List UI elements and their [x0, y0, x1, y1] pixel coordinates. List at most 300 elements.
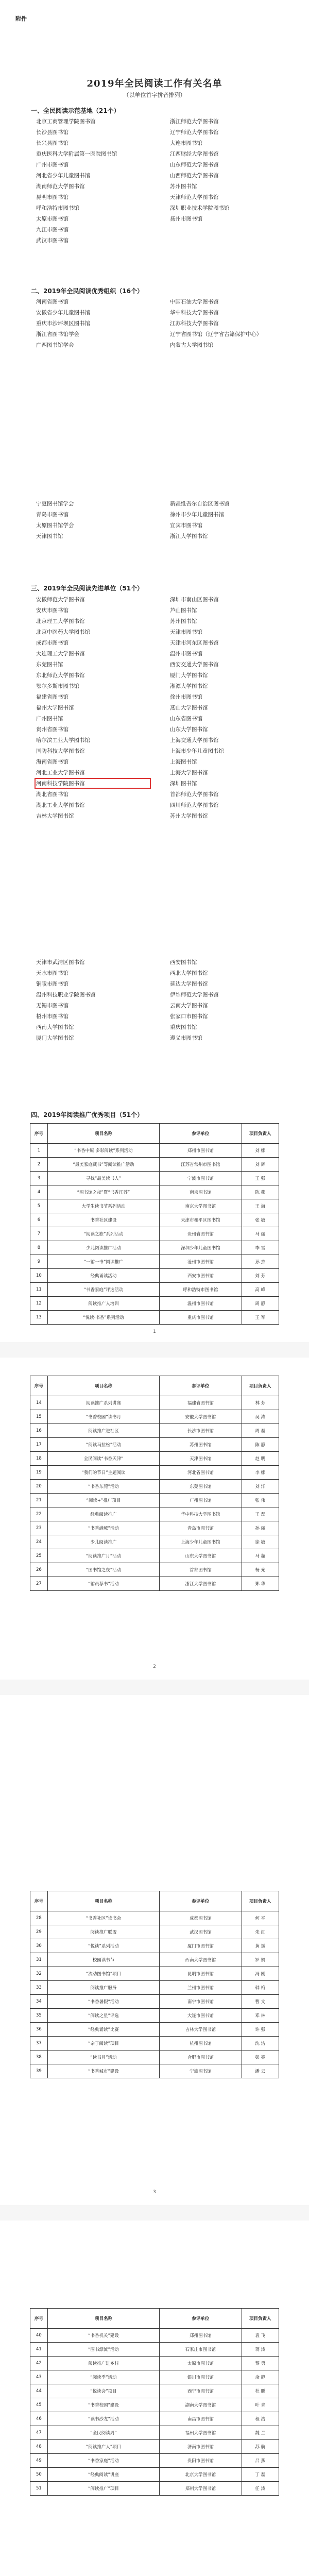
list-item: 芦山图书馆 — [170, 607, 197, 614]
list-item: 厦门大学图书馆 — [170, 672, 208, 679]
cell-name: “读书沙龙”活动 — [47, 2412, 159, 2426]
table-row — [30, 1213, 279, 1227]
cell-no: 20 — [30, 1480, 48, 1494]
cell-lead: 罗 娟 — [242, 1953, 279, 1967]
list-item: 天津市河东区图书馆 — [170, 640, 219, 646]
cell-lead: 程 浩 — [242, 2412, 279, 2426]
column-header-lead: 项目负责人 — [242, 2309, 279, 2329]
cell-org: 上海少年儿童图书馆 — [160, 1535, 242, 1549]
section-heading: 四、2019年阅读推广优秀项目（51个） — [31, 1111, 144, 1118]
table-row — [30, 1535, 279, 1549]
list-item: 大连理工大学图书馆 — [36, 651, 85, 657]
table-header-row — [30, 1376, 279, 1396]
table-row — [30, 2384, 279, 2398]
column-header-no: 序号 — [30, 1376, 48, 1396]
cell-lead: 任 涛 — [242, 2482, 279, 2496]
table-row — [30, 1172, 279, 1185]
cell-no: 4 — [30, 1185, 48, 1199]
table-row — [30, 2370, 279, 2384]
projects-table — [30, 1891, 279, 2078]
list-item: 山东省图书馆 — [170, 716, 202, 722]
list-item: 山西师范大学图书馆 — [170, 173, 219, 179]
cell-no: 36 — [30, 2023, 48, 2037]
cell-lead: 潘 云 — [242, 2064, 279, 2078]
column-header-org: 参评单位 — [160, 2309, 242, 2329]
cell-no: 42 — [30, 2357, 48, 2370]
cell-no: 11 — [30, 1283, 48, 1297]
cell-lead: 周 静 — [242, 1297, 279, 1311]
table-row — [30, 1269, 279, 1283]
cell-name: “图书馆之夜”活动 — [47, 1563, 159, 1577]
table-row — [30, 1925, 279, 1939]
cell-lead: 彭 亮 — [242, 2050, 279, 2064]
list-item: 东北师范大学图书馆 — [36, 672, 85, 679]
cell-lead: 袁 飞 — [242, 2329, 279, 2343]
table-row — [30, 1311, 279, 1325]
list-item: 内蒙古大学图书馆 — [170, 342, 213, 348]
column-header-no: 序号 — [30, 1891, 48, 1911]
table-row — [30, 1158, 279, 1172]
cell-no: 24 — [30, 1535, 48, 1549]
list-item: 湘潭大学图书馆 — [170, 683, 208, 689]
cell-name: 少儿阅读推广活动 — [47, 1241, 159, 1255]
cell-lead: 赵 明 — [242, 1452, 279, 1466]
list-item: 上海市少年儿童图书馆 — [170, 748, 224, 754]
cell-no: 40 — [30, 2329, 48, 2343]
cell-no: 50 — [30, 2468, 48, 2482]
cell-no: 14 — [30, 1396, 48, 1410]
column-header-name: 项目名称 — [47, 1376, 159, 1396]
cell-name: 经典诵读活动 — [47, 1269, 159, 1283]
cell-no: 29 — [30, 1925, 48, 1939]
cell-name: “阅读之星”评选 — [47, 2009, 159, 2023]
cell-name: “我们的节日”主题阅读 — [47, 1466, 159, 1480]
list-item: 辽宁师范大学图书馆 — [170, 129, 219, 135]
cell-lead: 许 强 — [242, 2023, 279, 2037]
cell-org: 南昌市图书馆 — [160, 2412, 242, 2426]
list-item: 西北大学图书馆 — [170, 970, 208, 976]
list-item: 铜陵市图书馆 — [36, 981, 68, 987]
cell-name: “书香城市”建设 — [47, 2064, 159, 2078]
cell-no: 28 — [30, 1911, 48, 1925]
cell-lead: 刘 娜 — [242, 1144, 279, 1158]
list-item: 扬州市图书馆 — [170, 216, 202, 222]
list-item: 辽宁省图书馆（辽宁省古籍保护中心） — [170, 331, 262, 337]
table-row — [30, 1144, 279, 1158]
cell-name: “书香东莞”活动 — [47, 1480, 159, 1494]
cell-lead: 蔡 勇 — [242, 2357, 279, 2370]
list-item: 天津市武清区图书馆 — [36, 959, 85, 965]
cell-name: “书香家庭”活动 — [47, 2454, 159, 2468]
list-item: 上海大学图书馆 — [170, 770, 208, 776]
column-header-no: 序号 — [30, 2309, 48, 2329]
cell-lead: 徐 敏 — [242, 1535, 279, 1549]
column-header-no: 序号 — [30, 1124, 48, 1144]
cell-no: 9 — [30, 1255, 48, 1269]
list-item: 重庆图书馆 — [170, 1024, 197, 1030]
cell-lead: 王 海 — [242, 1199, 279, 1213]
table-row — [30, 1981, 279, 1995]
list-item: 安庆市图书馆 — [36, 607, 68, 614]
table-row — [30, 2064, 279, 2078]
cell-org: 西宁市图书馆 — [160, 2384, 242, 2398]
cell-no: 16 — [30, 1424, 48, 1438]
cell-no: 12 — [30, 1297, 48, 1311]
list-item: 河南科技学院图书馆 — [36, 779, 149, 787]
table-row — [30, 2482, 279, 2496]
cell-org: 郑州市图书馆 — [160, 1144, 242, 1158]
name-list — [36, 117, 283, 244]
list-item: 浙江大学图书馆 — [170, 533, 208, 539]
cell-name: “经典诵读”比赛 — [47, 2023, 159, 2037]
list-item: 深圳图书馆 — [170, 781, 197, 787]
cell-org: 湖南大学图书馆 — [160, 2398, 242, 2412]
cell-name: “经典阅读”讲座 — [47, 2468, 159, 2482]
table-row — [30, 1452, 279, 1466]
list-item: 九江市图书馆 — [36, 227, 68, 233]
cell-name: “阅读推广”项目 — [47, 2482, 159, 2496]
list-item: 梧州市图书馆 — [36, 1013, 68, 1020]
cell-org: 沧州市图书馆 — [160, 1255, 242, 1269]
cell-name: 阅读推广进乡村 — [47, 2357, 159, 2370]
cell-name: “书香中原 多彩阅读”系列活动 — [47, 1144, 159, 1158]
list-item: 天津师范大学图书馆 — [170, 194, 219, 200]
cell-org: 重庆市图书馆 — [160, 1311, 242, 1325]
table-row — [30, 1297, 279, 1311]
cell-name: “书香校园”读书月 — [47, 1410, 159, 1424]
cell-name: “书香暑假”活动 — [47, 1995, 159, 2009]
cell-org: 石家庄市图书馆 — [160, 2343, 242, 2357]
table-row — [30, 1199, 279, 1213]
name-list — [36, 500, 283, 540]
table-row — [30, 1939, 279, 1953]
cell-lead: 孙 丽 — [242, 1521, 279, 1535]
list-item — [170, 226, 283, 233]
list-item: 鄂尔多斯市图书馆 — [36, 683, 79, 689]
cell-org: 东莞图书馆 — [160, 1480, 242, 1494]
attachment-tag: 附件 — [15, 15, 27, 22]
table-row — [30, 2454, 279, 2468]
cell-org: 安徽大学图书馆 — [160, 1410, 242, 1424]
cell-org: 成都图书馆 — [160, 1911, 242, 1925]
list-item: 首都师范大学图书馆 — [170, 791, 219, 798]
list-item: 西安图书馆 — [170, 959, 197, 965]
list-item: 天津图书馆 — [36, 533, 63, 539]
list-item: 北京工商管理学院图书馆 — [36, 118, 96, 125]
cell-org: 福建省图书馆 — [160, 1396, 242, 1410]
cell-no: 32 — [30, 1967, 48, 1981]
list-item: 安徽省少年儿童图书馆 — [36, 310, 90, 316]
table-row — [30, 1480, 279, 1494]
cell-no: 6 — [30, 1213, 48, 1227]
table-row — [30, 1563, 279, 1577]
cell-no: 3 — [30, 1172, 48, 1185]
list-item: 广州图书馆 — [36, 716, 63, 722]
table-row — [30, 2426, 279, 2440]
cell-name: “最美家庭藏书”等阅读推广活动 — [47, 1158, 159, 1172]
cell-org: 西安市图书馆 — [160, 1269, 242, 1283]
cell-name: “流动图书馆”项目 — [47, 1967, 159, 1981]
cell-org: 河北省图书馆 — [160, 1466, 242, 1480]
cell-org: 大连市图书馆 — [160, 2009, 242, 2023]
table-row — [30, 1410, 279, 1424]
cell-no: 45 — [30, 2398, 48, 2412]
cell-org: 广州图书馆 — [160, 1494, 242, 1507]
cell-lead: 吴 涛 — [242, 1410, 279, 1424]
cell-org: 南京大学图书馆 — [160, 1199, 242, 1213]
list-item: 武汉市图书馆 — [36, 238, 68, 244]
cell-no: 25 — [30, 1549, 48, 1563]
cell-org: 吉林大学图书馆 — [160, 2023, 242, 2037]
cell-lead: 马 超 — [242, 1549, 279, 1563]
list-item: 四川师范大学图书馆 — [170, 802, 219, 808]
table-row — [30, 2329, 279, 2343]
cell-lead: 沈 洁 — [242, 2037, 279, 2050]
cell-lead: 杜 鹏 — [242, 2384, 279, 2398]
cell-org: 天津市和平区图书馆 — [160, 1213, 242, 1227]
cell-org: 厦门市图书馆 — [160, 1939, 242, 1953]
cell-no: 2 — [30, 1158, 48, 1172]
cell-name: “阅读季”活动 — [47, 2370, 159, 2384]
list-item: 河南省图书馆 — [36, 299, 68, 305]
list-item: 张家口市图书馆 — [170, 1013, 208, 1020]
list-item: 上海图书馆 — [170, 759, 197, 765]
column-header-lead: 项目负责人 — [242, 1376, 279, 1396]
name-list — [36, 298, 283, 349]
list-item: 太原市图书馆 — [36, 216, 68, 222]
cell-org: 华中科技大学图书馆 — [160, 1507, 242, 1521]
column-header-name: 项目名称 — [47, 1124, 159, 1144]
list-item: 湖北工业大学图书馆 — [36, 802, 85, 808]
cell-lead: 周 磊 — [242, 1424, 279, 1438]
cell-lead: 苏 航 — [242, 2440, 279, 2454]
cell-lead: 张 伟 — [242, 1494, 279, 1507]
table-row — [30, 2398, 279, 2412]
section-heading: 三、2019年全民阅读先进单位（51个） — [31, 585, 144, 592]
list-item: 福州大学图书馆 — [36, 705, 74, 711]
cell-no: 41 — [30, 2343, 48, 2357]
list-item: 成都市图书馆 — [36, 640, 68, 646]
table-row — [30, 1577, 279, 1591]
cell-org: 江苏省常州市图书馆 — [160, 1158, 242, 1172]
table-row — [30, 1227, 279, 1241]
table-row — [30, 2037, 279, 2050]
list-item — [170, 236, 283, 244]
cell-lead: 李 雪 — [242, 1241, 279, 1255]
list-item: 遵义市图书馆 — [170, 1035, 202, 1041]
cell-no: 31 — [30, 1953, 48, 1967]
list-item: 北京中医药大学图书馆 — [36, 629, 90, 635]
list-item: 山东大学图书馆 — [170, 726, 208, 733]
table-row — [30, 1953, 279, 1967]
cell-lead: 刘 洋 — [242, 1480, 279, 1494]
cell-org: 苏州图书馆 — [160, 1438, 242, 1452]
cell-name: 少儿阅读推广 — [47, 1535, 159, 1549]
list-item: 浙江省图书馆学会 — [36, 331, 79, 337]
list-item: 苏州图书馆 — [170, 618, 197, 624]
table-header-row — [30, 2309, 279, 2329]
list-item: 江苏科技大学图书馆 — [170, 320, 219, 327]
cell-org: 福州大学图书馆 — [160, 2426, 242, 2440]
list-item: 宜宾市图书馆 — [170, 522, 202, 529]
list-item: 长沙县图书馆 — [36, 129, 68, 135]
table-row — [30, 1255, 279, 1269]
table-row — [30, 1911, 279, 1925]
cell-lead: 杨 光 — [242, 1563, 279, 1577]
table-row — [30, 1521, 279, 1535]
cell-name: “图书漂流”活动 — [47, 2343, 159, 2357]
cell-org: 武汉图书馆 — [160, 1925, 242, 1939]
cell-lead: 王 强 — [242, 1172, 279, 1185]
cell-no: 51 — [30, 2482, 48, 2496]
list-item: 安徽师范大学图书馆 — [36, 597, 85, 603]
list-item: 哈尔滨工业大学图书馆 — [36, 737, 90, 743]
page-number: 1 — [153, 1329, 156, 1334]
cell-no: 33 — [30, 1981, 48, 1995]
table-row — [30, 1438, 279, 1452]
cell-no: 15 — [30, 1410, 48, 1424]
cell-no: 39 — [30, 2064, 48, 2078]
cell-name: 阅读推广系列讲座 — [47, 1396, 159, 1410]
cell-lead: 韩 梅 — [242, 1981, 279, 1995]
cell-no: 43 — [30, 2370, 48, 2384]
cell-name: 校园读书节 — [47, 1953, 159, 1967]
name-list — [36, 596, 283, 820]
list-item: 天津市图书馆 — [170, 629, 202, 635]
list-item: 广州市图书馆 — [36, 162, 68, 168]
column-header-lead: 项目负责人 — [242, 1891, 279, 1911]
cell-lead: 蒋 涛 — [242, 2343, 279, 2357]
cell-name: 阅读推广人培训 — [47, 1297, 159, 1311]
cell-name: “全民阅读周” — [47, 2426, 159, 2440]
cell-name: “一馆一书”阅读推广 — [47, 1255, 159, 1269]
cell-org: 山东大学图书馆 — [160, 1549, 242, 1563]
cell-no: 18 — [30, 1452, 48, 1466]
list-item: 深圳职业技术学院图书馆 — [170, 205, 230, 211]
cell-org: 浙江大学图书馆 — [160, 1577, 242, 1591]
table-row — [30, 1466, 279, 1480]
list-item: 东莞图书馆 — [36, 662, 63, 668]
column-header-org: 参评单位 — [160, 1891, 242, 1911]
cell-no: 46 — [30, 2412, 48, 2426]
cell-lead: 高 峰 — [242, 1283, 279, 1297]
list-item: 华中科技大学图书馆 — [170, 310, 219, 316]
list-item: 国防科技大学图书馆 — [36, 748, 85, 754]
cell-org: 杭州图书馆 — [160, 2037, 242, 2050]
list-item: 西南大学图书馆 — [36, 1024, 74, 1030]
cell-lead: 丁 磊 — [242, 2468, 279, 2482]
cell-lead: 曹 文 — [242, 1995, 279, 2009]
cell-org: 贵州省图书馆 — [160, 1227, 242, 1241]
table-row — [30, 1494, 279, 1507]
table-row — [30, 1967, 279, 1981]
cell-lead: 陈 燕 — [242, 1185, 279, 1199]
cell-no: 10 — [30, 1269, 48, 1283]
page-number: 2 — [153, 1664, 156, 1669]
cell-lead: 王 磊 — [242, 1507, 279, 1521]
list-item: 呼和浩特市图书馆 — [36, 205, 79, 211]
list-item: 天水市图书馆 — [36, 970, 68, 976]
cell-no: 34 — [30, 1995, 48, 2009]
table-row — [30, 1241, 279, 1255]
cell-lead: 刘 辉 — [242, 1158, 279, 1172]
cell-no: 44 — [30, 2384, 48, 2398]
cell-no: 5 — [30, 1199, 48, 1213]
table-row — [30, 1396, 279, 1410]
cell-org: 宁波市图书馆 — [160, 1172, 242, 1185]
cell-lead: 魏 兰 — [242, 2426, 279, 2440]
column-header-org: 参评单位 — [160, 1124, 242, 1144]
section-heading: 二、2019年全民阅读优秀组织（16个） — [31, 287, 144, 295]
list-item: 苏州大学图书馆 — [170, 813, 208, 819]
cell-no: 35 — [30, 2009, 48, 2023]
cell-lead: 黄 斌 — [242, 1939, 279, 1953]
cell-org: 济南市图书馆 — [160, 2440, 242, 2454]
cell-name: “图书馆之夜”暨“书香江苏” — [47, 1185, 159, 1199]
cell-no: 38 — [30, 2050, 48, 2064]
table-row — [30, 1995, 279, 2009]
cell-no: 17 — [30, 1438, 48, 1452]
cell-name: “阅读之旅”系列活动 — [47, 1227, 159, 1241]
table-row — [30, 1549, 279, 1563]
table-row — [30, 1283, 279, 1297]
document-title: 2019年全民阅读工作有关名单 — [87, 78, 222, 89]
cell-no: 23 — [30, 1521, 48, 1535]
cell-name: “亲子阅读”项目 — [47, 2037, 159, 2050]
cell-name: “书香社区”读书会 — [47, 1911, 159, 1925]
table-row — [30, 2468, 279, 2482]
table-row — [30, 2440, 279, 2454]
list-item: 贵州省图书馆 — [36, 726, 68, 733]
column-header-name: 项目名称 — [47, 1891, 159, 1911]
cell-name: “阅读推广月”活动 — [47, 1549, 159, 1563]
cell-name: “阅读马拉松”活动 — [47, 1438, 159, 1452]
list-item: 无锡市图书馆 — [36, 1003, 68, 1009]
cell-lead: 刘 芳 — [242, 1269, 279, 1283]
cell-name: “书香满城”活动 — [47, 1521, 159, 1535]
projects-table — [30, 1376, 279, 1591]
cell-lead: 叶 青 — [242, 2398, 279, 2412]
cell-org: 温州市图书馆 — [160, 1297, 242, 1311]
column-header-name: 项目名称 — [47, 2309, 159, 2329]
list-item: 西安交通大学图书馆 — [170, 662, 219, 668]
list-item: 新疆维吾尔自治区图书馆 — [170, 501, 230, 507]
cell-org: 长沙市图书馆 — [160, 1424, 242, 1438]
cell-org: 青岛市图书馆 — [160, 1521, 242, 1535]
cell-name: “书香机关”建设 — [47, 2329, 159, 2343]
cell-lead: 余 静 — [242, 2370, 279, 2384]
list-item: 太原图书馆学会 — [36, 522, 74, 529]
cell-no: 48 — [30, 2440, 48, 2454]
list-item: 湖南师范大学图书馆 — [36, 183, 85, 190]
projects-table — [30, 2308, 279, 2496]
cell-lead: 林 芳 — [242, 1396, 279, 1410]
cell-org: 宁波图书馆 — [160, 2064, 242, 2078]
cell-name: “读书月”活动 — [47, 2050, 159, 2064]
list-item: 昆明市图书馆 — [36, 194, 68, 200]
cell-org: 北京大学图书馆 — [160, 2468, 242, 2482]
list-item: 海南省图书馆 — [36, 759, 68, 765]
list-item: 河北工业大学图书馆 — [36, 770, 85, 776]
list-item: 浙江师范大学图书馆 — [170, 118, 219, 125]
list-item: 重庆市沙坪坝区图书馆 — [36, 320, 90, 327]
table-row — [30, 1507, 279, 1521]
table-row — [30, 2023, 279, 2037]
cell-org: 南宁市图书馆 — [160, 1995, 242, 2009]
page-break — [0, 1342, 309, 1358]
list-item: 上海交通大学图书馆 — [170, 737, 219, 743]
cell-no: 8 — [30, 1241, 48, 1255]
